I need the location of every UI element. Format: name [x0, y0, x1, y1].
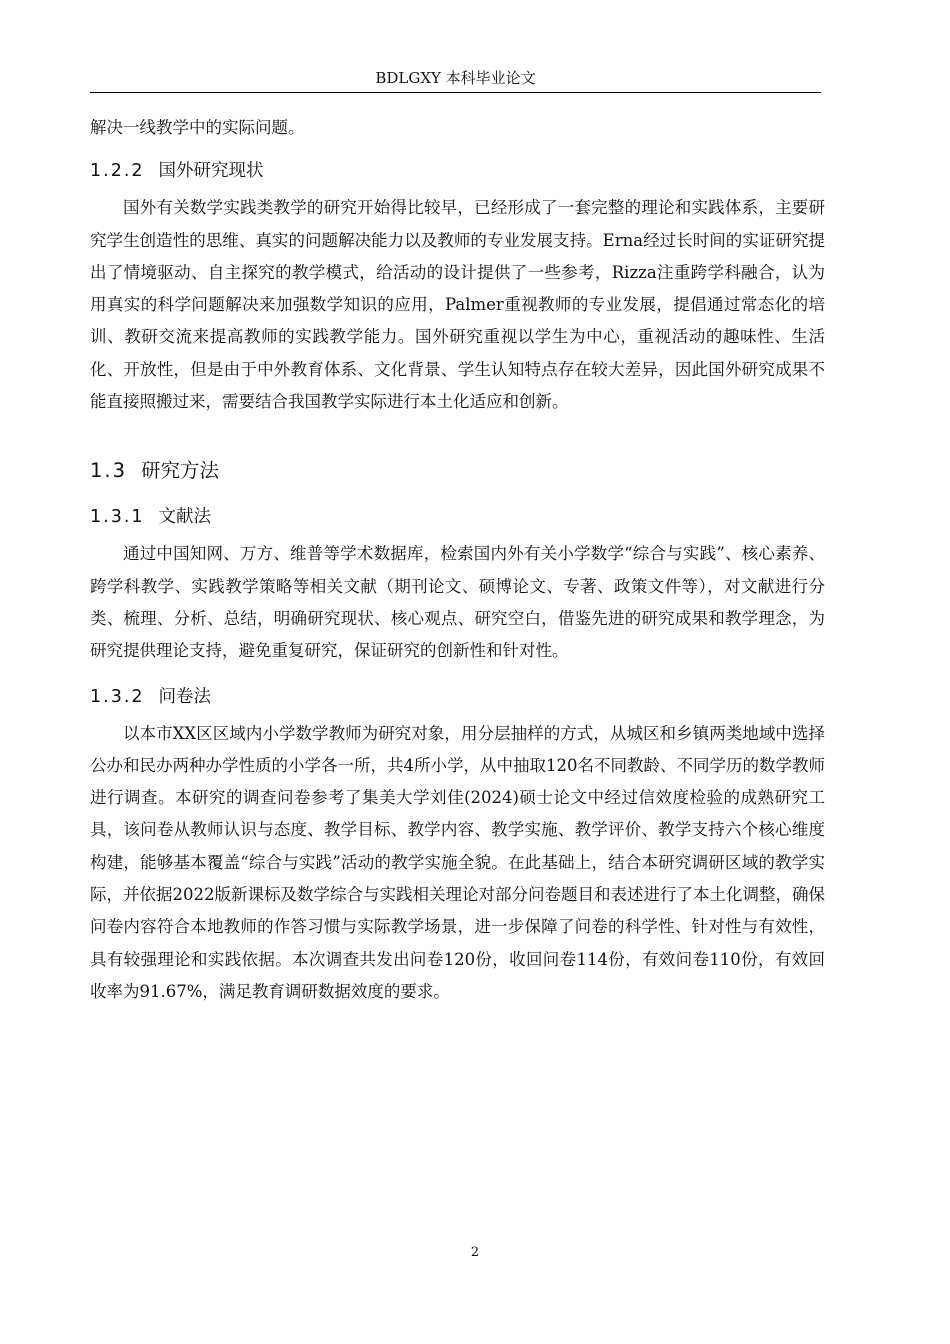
heading-number: 1.3.1 [90, 507, 145, 528]
running-header: BDLGXY 本科毕业论文 [375, 69, 536, 87]
paragraph-questionnaire-method: 以本市XX区区域内小学数学教师为研究对象，用分层抽样的方式，从城区和乡镇两类地域中选择公办和民办两种办学性质的小学各一所，共4所小学，从中抽取120名不同教龄、不同学历的数学教师进行调查。本研究的调查问卷参考了集美大学刘佳(2024)硕士论文中经过信效度检验的成熟研究工具，该问卷从教师认识与态度、教学目标、教学内容、教学实施、教学评价、教学支持六个核心维度构建，能够基本覆盖“综合与实践”活动的教学实施全貌。在此基础上，结合本研究调研区域的教学实际，并依据2022版新课标及数学综合与实践相关理论对部分问卷题目和表述进行了本土化调整，确保问卷内容符合本地教师的作答习惯与实际教学场景，进一步保障了问卷的科学性、针对性与有效性，具有较强理论和实践依据。本次调查共发出问卷120份，收回问卷114份，有效问卷110份，有效回收率为91.67%，满足教育调研数据效度的要求。 [90, 723, 825, 1001]
paragraph-foreign-research: 国外有关数学实践类教学的研究开始得比较早，已经形成了一套完整的理论和实践体系，主要研究学生创造性的思维、真实的问题解决能力以及教师的专业发展支持。Erna经过长时间的实证研究提出了情境驱动、自主探究的教学模式，给活动的设计提供了一些参考，Rizza注重跨学科融合，认为用真实的科学问题解决来加强数学知识的应用，Palmer重视教师的专业发展，提倡通过常态化的培训、教研交流来提高教师的实践教学能力。国外研究重视以学生为中心，重视活动的趣味性、生活化、开放性，但是由于中外教育体系、文化背景、学生认知特点存在较大差异，因此国外研究成果不能直接照搬过来，需要结合我国教学实际进行本土化适应和创新。 [90, 198, 825, 412]
heading-number: 1.3.2 [90, 686, 145, 707]
paragraph-literature-method: 通过中国知网、万方、维普等学术数据库，检索国内外有关小学数学“综合与实践”、核心素养、跨学科教学、实践教学策略等相关文献（期刊论文、硕博论文、专著、政策文件等），对文献进行分类、梳理、分析、总结，明确研究现状、核心观点、研究空白，借鉴先进的研究成果和教学理念，为研究提供理论支持，避免重复研究，保证研究的创新性和针对性。 [90, 544, 825, 661]
heading-title: 文献法 [158, 507, 212, 528]
heading-number: 1.2.2 [90, 161, 145, 182]
heading-1-3 [90, 454, 825, 488]
heading-title: 国外研究现状 [158, 161, 264, 182]
intro-line: 解决一线教学中的实际问题。 [90, 118, 305, 137]
heading-1-2-2 [90, 156, 825, 186]
heading-title: 问卷法 [158, 686, 212, 707]
heading-1-3-2 [90, 682, 825, 712]
header-rule [90, 92, 821, 93]
heading-number: 1.3 [90, 459, 128, 483]
heading-title: 研究方法 [141, 459, 220, 483]
page-number: 2 [470, 1245, 480, 1260]
page-body [90, 112, 825, 1008]
heading-1-3-1 [90, 502, 825, 532]
